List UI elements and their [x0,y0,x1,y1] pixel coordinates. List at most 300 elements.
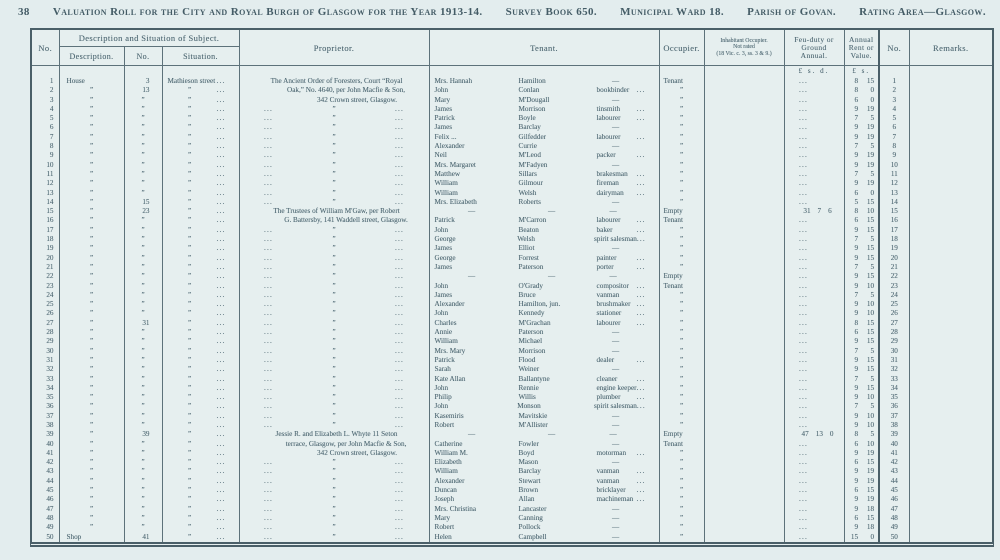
remarks-cell [909,319,992,328]
proprietor-text: 342 Crown street, Glasgow. [317,95,398,104]
value-shillings: 0 [870,188,875,197]
row-no-left: 37 [46,411,54,420]
value-pounds: 9 [854,337,859,346]
row-no-right: 28 [879,328,909,337]
tenant-surname: Welsh [518,188,537,197]
feu-dots: ... [799,337,809,346]
house-no-cell: ” [124,235,162,244]
house-no-cell: ” [124,421,162,430]
tenant-surname: Allan [518,495,535,504]
tenant-surname: Flood [518,355,536,364]
table-row [32,123,992,132]
situation-text: ” [187,290,192,299]
tenant-forename: William M. [434,448,468,457]
description-cell: ” [59,384,124,393]
value-shillings: 15 [866,244,875,253]
tenant-surname: Conlan [518,86,540,95]
value-shillings: 10 [866,439,875,448]
prop-dots-left: ... [264,420,274,429]
remarks-cell [909,393,992,402]
inhabitant-occupier-cell [704,291,784,300]
occupier-cell: ” [659,458,704,467]
feu-dots: ... [799,328,809,337]
table-row [32,189,992,198]
table-row [32,226,992,235]
remarks-cell [909,207,992,216]
situation-text: ” [187,467,192,476]
table-row [32,272,992,281]
remarks-cell [909,244,992,253]
table-row [32,505,992,514]
remarks-cell [909,347,992,356]
row-no-right: 39 [879,430,909,439]
row-no-left: 10 [46,160,54,169]
house-no-cell: ” [124,263,162,272]
proprietor-text: ” [332,225,336,234]
description-cell: ” [59,198,124,207]
remarks-cell [909,356,992,365]
remarks-cell [909,189,992,198]
house-no-cell: ” [124,337,162,346]
col-house-no: No. [124,47,162,66]
value-shillings: 10 [866,207,875,216]
remarks-cell [909,495,992,504]
house-no-cell: ” [124,142,162,151]
tenant-dots: ... [636,448,646,457]
feu-dots: ... [799,300,809,309]
occupier-cell: ” [659,263,704,272]
tenant-dots: ... [636,318,646,327]
tenant-dots: ... [636,235,646,244]
situation-text: ” [187,328,192,337]
inhabitant-occupier-cell [704,328,784,337]
row-no-left: 4 [49,104,54,113]
table-row [32,235,992,244]
tenant-forename: Philip [434,393,452,402]
tenant-dots: ... [636,114,646,123]
table-row [32,133,992,142]
feu-pounds: 47 [801,430,809,439]
value-shillings: 5 [870,346,875,355]
value-pounds: 8 [854,207,859,216]
proprietor-text: ” [332,309,336,318]
occupier-cell: Tenant [659,282,704,291]
value-shillings: 19 [866,104,875,113]
prop-dots-right: ... [395,328,405,337]
table-row [32,365,992,374]
value-pounds: 9 [854,365,859,374]
row-no-left: 40 [46,439,54,448]
prop-dots-right: ... [395,486,405,495]
remarks-cell [909,449,992,458]
page-header [18,6,986,18]
col-remarks: Remarks. [909,30,992,66]
tenant-surname: Beaton [518,225,539,234]
tenant-dots: ... [636,262,646,271]
inhabitant-line-1: Inhabitant Occupier. [720,38,768,45]
description-cell: ” [59,440,124,449]
tenant-forename: James [434,104,453,113]
prop-dots-left: ... [264,365,274,374]
house-no-cell: ” [124,393,162,402]
row-no-right: 29 [879,337,909,346]
proprietor-text: G. Battersby, 141 Waddell street, Glasgow. [284,216,408,225]
tenant-forename: James [434,290,453,299]
remarks-cell [909,505,992,514]
row-no-right: 10 [879,161,909,170]
inhabitant-occupier-cell [704,216,784,225]
prop-dots-right: ... [395,188,405,197]
feu-dots: ... [799,393,809,402]
tenant-occupation: motorman [596,448,627,457]
remarks-cell [909,105,992,114]
tenant-occupation: brakesman [596,169,628,178]
tenant-occupation: brushmaker [596,300,631,309]
value-pounds: 9 [854,123,859,132]
row-no-right: 42 [879,458,909,467]
prop-dots-left: ... [264,337,274,346]
value-pounds: 6 [854,188,859,197]
description-cell: ” [59,477,124,486]
row-no-right: 23 [879,282,909,291]
proprietor-text: ” [332,374,336,383]
proprietor-text: 342 Crown street, Glasgow. [317,448,398,457]
table-row [32,77,992,86]
value-pounds: 6 [854,439,859,448]
feu-dots: ... [799,95,809,104]
value-shillings: 10 [866,300,875,309]
tenant-occupation: porter [596,262,614,271]
proprietor-text: ” [332,476,336,485]
row-no-right: 49 [879,523,909,532]
house-no-cell: 3 [124,77,162,86]
house-no-cell: ” [124,123,162,132]
row-no-right: 26 [879,309,909,318]
tenant-forename: William [434,467,458,476]
occupier-cell: ” [659,235,704,244]
value-shillings: 5 [870,402,875,411]
prop-dots-right: ... [395,346,405,355]
situation-text: ” [187,486,192,495]
tenant-forename: — [467,207,476,216]
tenant-occupation: — [611,532,620,541]
house-no-cell: 13 [124,86,162,95]
roll-body [32,66,992,542]
occupier-cell: ” [659,161,704,170]
house-no-cell: ” [124,356,162,365]
house-no-cell: ” [124,495,162,504]
situation-dots: ... [216,225,226,234]
remarks-cell [909,216,992,225]
situation-dots: ... [216,420,226,429]
tenant-occupation: labourer [596,114,621,123]
value-shillings: 18 [866,523,875,532]
value-pounds: 6 [854,328,859,337]
feu-dots: ... [799,439,809,448]
value-shillings: 15 [866,225,875,234]
prop-dots-right: ... [395,402,405,411]
prop-dots-left: ... [264,104,274,113]
remarks-cell [909,235,992,244]
proprietor-text: ” [332,290,336,299]
proprietor-text: ” [332,355,336,364]
situation-dots: ... [216,272,226,281]
tenant-occupation: plumber [596,393,621,402]
tenant-occupation: vanman [596,467,620,476]
feu-dots: ... [799,504,809,513]
row-no-left: 24 [46,290,54,299]
tenant-forename: Kate Allan [434,374,466,383]
occupier-cell: Tenant [659,216,704,225]
table-row [32,254,992,263]
tenant-occupation: stationer [596,309,622,318]
proprietor-text: The Ancient Order of Foresters, Court “Royal [270,77,403,85]
feu-dots: ... [799,309,809,318]
house-no-cell: ” [124,226,162,235]
row-no-right: 48 [879,514,909,523]
prop-dots-right: ... [395,467,405,476]
description-cell: ” [59,402,124,411]
tenant-forename: Patrick [434,355,455,364]
inhabitant-occupier-cell [704,440,784,449]
remarks-cell [909,142,992,151]
row-no-right: 40 [879,440,909,449]
tenant-forename: Patrick [434,114,455,123]
situation-text: ” [187,160,192,169]
occupier-cell: ” [659,533,704,542]
tenant-surname: Stewart [518,476,541,485]
description-cell: ” [59,282,124,291]
proprietor-text: terrace, Glasgow, per John Macfie & Son, [285,439,407,448]
feu-dots: ... [799,160,809,169]
house-no-cell: ” [124,477,162,486]
inhabitant-occupier-cell [704,486,784,495]
inhabitant-occupier-cell [704,142,784,151]
description-cell: ” [59,430,124,439]
table-row [32,430,992,439]
tenant-dots: ... [636,467,646,476]
tenant-forename: William [434,179,458,188]
inhabitant-occupier-cell [704,356,784,365]
row-no-right: 46 [879,495,909,504]
occupier-cell: ” [659,421,704,430]
feu-dots: ... [799,86,809,95]
tenant-dots: ... [636,151,646,160]
inhabitant-occupier-cell [704,449,784,458]
feu-dots: ... [799,197,809,206]
description-cell: ” [59,189,124,198]
value-pounds: 7 [854,262,859,271]
description-cell: ” [59,244,124,253]
row-no-left: 7 [49,132,54,141]
occupier-cell: ” [659,375,704,384]
row-no-right: 37 [879,412,909,421]
proprietor-text: ” [332,393,336,402]
description-cell: ” [59,337,124,346]
table-row [32,384,992,393]
feu-dots: ... [799,104,809,113]
row-no-right: 34 [879,384,909,393]
prop-dots-left: ... [264,523,274,532]
value-pounds: 9 [854,355,859,364]
table-header [32,30,992,66]
proprietor-text: ” [332,467,336,476]
remarks-cell [909,272,992,281]
prop-dots-left: ... [264,495,274,504]
tenant-occupation: — [611,411,620,420]
row-no-left: 41 [46,448,54,457]
row-no-left: 45 [46,486,54,495]
proprietor-text: ” [332,262,336,271]
inhabitant-occupier-cell [704,161,784,170]
inhabitant-occupier-cell [704,77,784,86]
house-no-cell: ” [124,514,162,523]
currency-header-row [32,66,992,78]
table-row [32,161,992,170]
table-row [32,319,992,328]
inhabitant-occupier-cell [704,495,784,504]
tenant-forename: John [434,225,449,234]
tenant-forename: Mrs. Elizabeth [434,197,477,206]
occupier-cell: ” [659,514,704,523]
house-no-cell: ” [124,375,162,384]
proprietor-text: ” [332,318,336,327]
value-shillings: 10 [866,420,875,429]
value-pounds: 9 [854,467,859,476]
occupier-cell: ” [659,309,704,318]
table-row [32,263,992,272]
row-no-left: 13 [46,188,54,197]
value-pounds: 9 [854,132,859,141]
proprietor-text: ” [332,458,336,467]
value-pounds: 8 [854,86,859,95]
row-no-left: 47 [46,504,54,513]
occupier-cell: ” [659,179,704,188]
row-no-left: 22 [46,272,54,281]
table-row [32,328,992,337]
tenant-dots: ... [636,393,646,402]
inhabitant-occupier-cell [704,430,784,439]
tenant-occupation: baker [596,225,613,234]
description-cell: ” [59,114,124,123]
situation-text: ” [187,104,192,113]
proprietor-text: ” [332,337,336,346]
house-no-cell: ” [124,328,162,337]
description-cell: House [59,77,124,86]
table-row [32,486,992,495]
description-cell: ” [59,412,124,421]
proprietor-text: ” [332,513,336,522]
situation-text: ” [187,281,192,290]
tenant-dots: ... [636,374,646,383]
row-no-right: 44 [879,477,909,486]
situation-dots: ... [216,179,226,188]
feu-dots: ... [799,290,809,299]
situation-text: ” [187,374,192,383]
tenant-dots: ... [636,169,646,178]
feu-dots: ... [799,486,809,495]
situation-text: ” [187,439,192,448]
tenant-surname: Gilfedder [518,132,547,141]
row-no-right: 20 [879,254,909,263]
remarks-cell [909,375,992,384]
tenant-dots: ... [636,402,646,411]
row-no-right: 12 [879,179,909,188]
tenant-surname: Welsh [517,235,535,244]
situation-dots: ... [216,318,226,327]
tenant-forename: Annie [434,328,453,337]
tenant-surname: Hamilton [518,77,546,85]
situation-dots: ... [216,411,226,420]
table-row [32,337,992,346]
table-row [32,105,992,114]
tenant-surname: Paterson [518,328,544,337]
prop-dots-left: ... [264,328,274,337]
tenant-dots: ... [636,300,646,309]
tenant-occupation: labourer [596,216,621,225]
situation-text: Mathieson street [167,77,216,85]
row-no-left: 14 [46,197,54,206]
prop-dots-left: ... [264,253,274,262]
row-no-left: 3 [49,95,54,104]
description-cell: ” [59,96,124,105]
remarks-cell [909,430,992,439]
table-row [32,207,992,216]
value-shillings: 5 [870,142,875,151]
tenant-surname: Morrison [518,346,546,355]
document-title: Valuation Roll for the City and Royal Burgh of Glasgow for the Year 1913-14. [52,6,483,18]
value-shillings: 5 [870,235,875,244]
situation-text: ” [187,114,192,123]
tenant-surname: Hamilton, jun. [518,300,561,309]
situation-text: ” [187,411,192,420]
inhabitant-occupier-cell [704,272,784,281]
tenant-forename: Mrs. Margaret [434,160,476,169]
description-cell: ” [59,235,124,244]
prop-dots-right: ... [395,197,405,206]
value-pounds: 9 [854,272,859,281]
tenant-surname: — [547,207,556,216]
feu-dots: ... [799,411,809,420]
value-pounds: 8 [854,430,859,439]
tenant-surname: Barclay [518,467,541,476]
proprietor-text: ” [332,532,336,541]
occupier-cell: Tenant [659,77,704,86]
prop-dots-right: ... [395,132,405,141]
value-shillings: 15 [866,365,875,374]
situation-dots: ... [216,281,226,290]
feu-shillings: 13 [815,430,823,439]
feu-dots: ... [799,235,809,244]
tenant-surname: Gilmour [518,179,543,188]
value-pounds: 7 [854,402,859,411]
tenant-occupation: bookbinder [596,86,630,95]
tenant-forename: Mary [434,95,451,104]
house-no-cell: ” [124,402,162,411]
tenant-dots: ... [636,486,646,495]
description-cell: ” [59,86,124,95]
table-row [32,533,992,542]
description-cell: ” [59,328,124,337]
remarks-cell [909,263,992,272]
value-pounds: 9 [854,411,859,420]
row-no-right: 47 [879,505,909,514]
value-shillings: 5 [870,114,875,123]
feu-pence: 6 [828,207,832,216]
situation-dots: ... [216,197,226,206]
situation-dots: ... [216,486,226,495]
row-no-left: 42 [46,458,54,467]
